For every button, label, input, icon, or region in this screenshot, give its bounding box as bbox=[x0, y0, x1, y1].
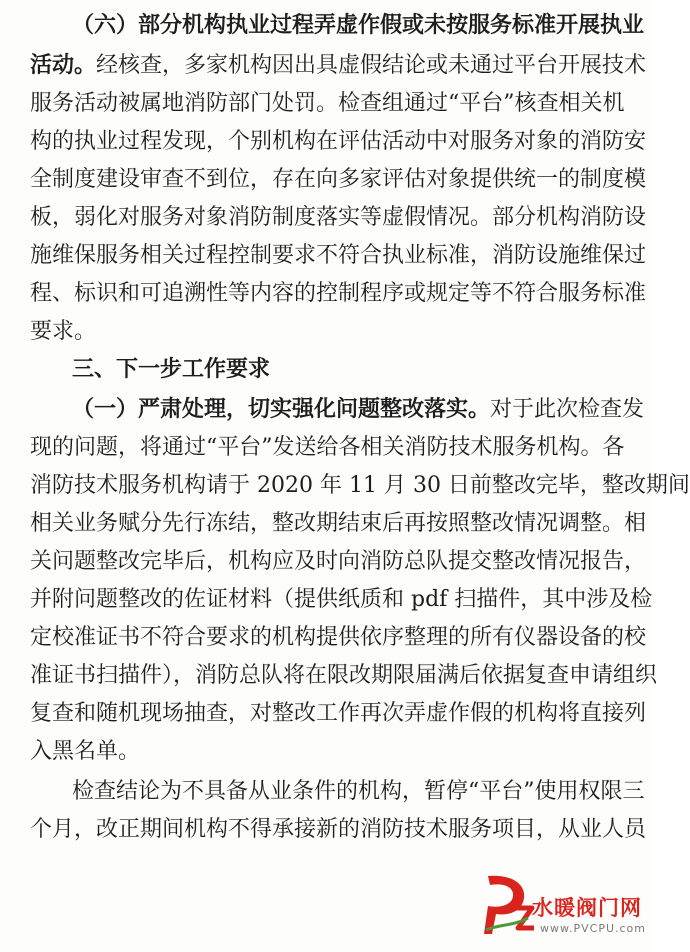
paragraph-line: 板，弱化对服务对象消防制度落实等虚假情况。部分机构消防设 bbox=[30, 205, 647, 230]
paragraph-line: 准证书扫描件），消防总队将在限改期限届满后依据复查申请组织 bbox=[30, 663, 658, 688]
paragraph-line: 消防技术服务机构请于 2020 年 11 月 30 日前整改完毕，整改期间 bbox=[30, 473, 690, 498]
paragraph-line: 程、标识和可追溯性等内容的控制程序或规定等不符合服务标准 bbox=[30, 281, 647, 306]
paragraph-line: （一）严肃处理，切实强化问题整改落实。对于此次检查发 bbox=[72, 397, 645, 422]
paragraph-line: 活动。经核查，多家机构因出具虚假结论或未通过平台开展技术 bbox=[30, 53, 647, 78]
paragraph-line: 相关业务赋分先行冻结，整改期结束后再按照整改情况调整。相 bbox=[30, 511, 647, 536]
watermark-url: www.PVCPU.com bbox=[540, 922, 646, 935]
site-watermark bbox=[478, 870, 650, 952]
paragraph-line: 服务活动被属地消防部门处罚。检查组通过“平台”核查相关机 bbox=[30, 91, 625, 116]
paragraph-line: 定校准证书不符合要求的机构提供依序整理的所有仪器设备的校 bbox=[30, 625, 647, 650]
paragraph-line: 并附问题整改的佐证材料（提供纸质和 pdf 扫描件，其中涉及检 bbox=[30, 587, 653, 612]
paragraph-line: 现的问题，将通过“平台”发送给各相关消防技术服务机构。各 bbox=[30, 435, 625, 460]
paragraph-line: 入黑名单。 bbox=[30, 739, 141, 764]
paragraph-line: 要求。 bbox=[30, 319, 97, 344]
paragraph-line: 全制度建设审查不到位，存在向多家评估对象提供统一的制度模 bbox=[30, 167, 647, 192]
section-heading: （六）部分机构执业过程弄虚作假或未按服务标准开展执业 bbox=[72, 13, 645, 38]
subsection-heading: （一）严肃处理，切实强化问题整改落实。 bbox=[72, 397, 491, 422]
paragraph-line: 关问题整改完毕后，机构应及时向消防总队提交整改情况报告， bbox=[30, 549, 647, 574]
watermark-logo-icon bbox=[478, 870, 536, 940]
paragraph-line: 施维保服务相关过程控制要求不符合执业标准，消防设施维保过 bbox=[30, 243, 647, 268]
paragraph-line: 复查和随机现场抽查，对整改工作再次弄虚作假的机构将直接列 bbox=[30, 701, 647, 726]
bold-text: 活动。 bbox=[30, 53, 97, 78]
watermark-title: 水暖阀门网 bbox=[532, 896, 642, 920]
section-title: 三、下一步工作要求 bbox=[72, 357, 271, 382]
paragraph-line bbox=[72, 12, 645, 40]
paragraph-line: 构的执业过程发现，个别机构在评估活动中对服务对象的消防安 bbox=[30, 129, 647, 154]
paragraph-line: 个月，改正期间机构不得承接新的消防技术服务项目，从业人员 bbox=[30, 817, 647, 842]
paragraph-line: 检查结论为不具备从业条件的机构，暂停“平台”使用权限三 bbox=[72, 779, 645, 804]
